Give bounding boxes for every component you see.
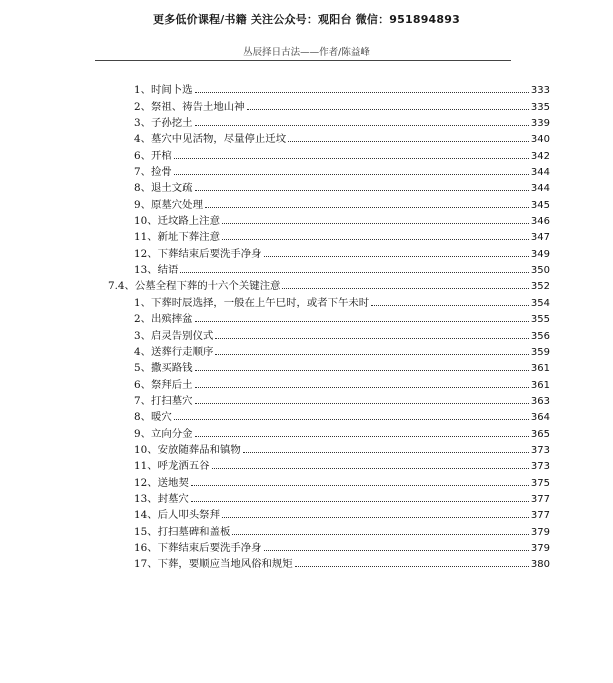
toc-entry-title: 12、送地契	[134, 476, 189, 489]
toc-dot-leader	[295, 565, 529, 567]
toc-dot-leader	[174, 173, 529, 175]
toc-entry-title: 17、下葬，要顺应当地风俗和规矩	[134, 558, 293, 571]
toc-entry[interactable]	[104, 80, 550, 96]
toc-entry-page: 355	[530, 314, 550, 326]
toc-entry-page: 349	[530, 248, 550, 260]
toc-entry[interactable]	[104, 423, 550, 439]
toc-entry[interactable]	[104, 456, 550, 472]
toc-dot-leader	[282, 287, 529, 289]
toc-entry[interactable]	[104, 243, 550, 259]
header-rule	[95, 60, 511, 61]
toc-entry-page: 345	[530, 199, 550, 211]
toc-entry-title: 2、祭祖、祷告土地山神	[134, 100, 245, 113]
toc-entry-page: 340	[530, 134, 550, 146]
toc-entry[interactable]	[104, 211, 550, 227]
toc-dot-leader	[195, 435, 529, 437]
toc-dot-leader	[195, 124, 529, 126]
toc-entry[interactable]	[104, 358, 550, 374]
toc-entry[interactable]	[104, 472, 550, 488]
toc-entry-page: 361	[530, 363, 550, 375]
toc-entry-page: 377	[530, 493, 550, 505]
toc-entry[interactable]	[104, 96, 550, 112]
toc-dot-leader	[191, 500, 529, 502]
toc-entry[interactable]	[104, 505, 550, 521]
toc-entry-title: 7.4、公墓全程下葬的十六个关键注意	[108, 280, 281, 293]
toc-entry[interactable]	[104, 374, 550, 390]
toc-dot-leader	[288, 140, 529, 142]
toc-dot-leader	[195, 189, 529, 191]
toc-entry[interactable]	[104, 162, 550, 178]
toc-entry-page: 347	[530, 232, 550, 244]
toc-entry-page: 335	[530, 101, 550, 113]
toc-entry-title: 3、子孙挖土	[134, 117, 193, 130]
toc-entry-page: 375	[530, 477, 550, 489]
toc-entry[interactable]	[104, 292, 550, 308]
toc-entry-page: 352	[530, 281, 550, 293]
toc-dot-leader	[264, 549, 529, 551]
toc-entry-title: 13、封墓穴	[134, 492, 189, 505]
toc-entry-page: 373	[530, 444, 550, 456]
toc-entry-page: 379	[530, 542, 550, 554]
toc-entry-title: 1、时间卜选	[134, 84, 193, 97]
toc-dot-leader	[222, 222, 529, 224]
toc-entry[interactable]	[104, 342, 550, 358]
toc-entry-page: 365	[530, 428, 550, 440]
toc-entry[interactable]	[104, 227, 550, 243]
toc-entry[interactable]	[104, 276, 550, 292]
toc-entry-title: 1、下葬时辰选择，一般在上午巳时，或者下午未时	[134, 296, 370, 309]
toc-dot-leader	[264, 255, 529, 257]
toc-entry-title: 4、墓穴中见活物，尽量停止迁坟	[134, 133, 287, 146]
toc-entry-title: 8、暖穴	[134, 411, 172, 424]
promo-banner: 更多低价课程/书籍 关注公众号：观阳台 微信：951894893	[153, 13, 460, 26]
toc-dot-leader	[215, 353, 529, 355]
toc-entry[interactable]	[104, 178, 550, 194]
toc-entry-title: 3、启灵告别仪式	[134, 329, 214, 342]
toc-entry[interactable]	[104, 194, 550, 210]
toc-entry-title: 16、下葬结束后要洗手净身	[134, 541, 262, 554]
toc-entry-page: 333	[530, 85, 550, 97]
toc-entry-title: 6、祭拜后土	[134, 378, 193, 391]
toc-dot-leader	[212, 467, 529, 469]
toc-entry-page: 346	[530, 216, 550, 228]
toc-dot-leader	[191, 484, 529, 486]
toc-dot-leader	[205, 206, 529, 208]
toc-entry[interactable]	[104, 129, 550, 145]
toc-entry-page: 380	[530, 559, 550, 571]
toc-entry-page: 379	[530, 526, 550, 538]
toc-dot-leader	[174, 157, 529, 159]
toc-entry-page: 344	[530, 183, 550, 195]
toc-entry-title: 9、原墓穴处理	[134, 198, 203, 211]
toc-entry-title: 9、立向分金	[134, 427, 193, 440]
toc-entry[interactable]	[104, 113, 550, 129]
toc-dot-leader	[215, 337, 529, 339]
running-header: 丛辰择日古法——作者/陈益峰	[243, 47, 370, 58]
toc-entry-title: 14、后人叩头祭拜	[134, 509, 220, 522]
toc-entry-title: 11、呼龙洒五谷	[134, 460, 210, 473]
toc-entry[interactable]	[104, 325, 550, 341]
toc-entry-page: 377	[530, 510, 550, 522]
toc-entry[interactable]	[104, 145, 550, 161]
toc-entry[interactable]	[104, 521, 550, 537]
toc-entry[interactable]	[104, 391, 550, 407]
toc-dot-leader	[195, 320, 529, 322]
toc-entry-page: 342	[530, 150, 550, 162]
toc-entry-title: 7、打扫墓穴	[134, 394, 193, 407]
toc-dot-leader	[195, 91, 529, 93]
toc-dot-leader	[243, 451, 529, 453]
table-of-contents	[104, 80, 550, 570]
toc-dot-leader	[247, 108, 529, 110]
toc-dot-leader	[222, 516, 529, 518]
toc-dot-leader	[232, 533, 529, 535]
toc-entry-page: 344	[530, 167, 550, 179]
toc-entry-title: 6、开棺	[134, 149, 172, 162]
toc-entry-title: 12、下葬结束后要洗手净身	[134, 247, 262, 260]
toc-entry-page: 359	[530, 346, 550, 358]
toc-dot-leader	[180, 271, 529, 273]
toc-entry-title: 11、新址下葬注意	[134, 231, 220, 244]
toc-entry[interactable]	[104, 407, 550, 423]
toc-entry[interactable]	[104, 554, 550, 570]
toc-entry-page: 350	[530, 265, 550, 277]
toc-dot-leader	[195, 369, 529, 371]
toc-entry-title: 13、结语	[134, 264, 179, 277]
toc-entry-title: 10、迁坟路上注意	[134, 215, 220, 228]
toc-entry[interactable]	[104, 260, 550, 276]
toc-dot-leader	[371, 304, 529, 306]
toc-entry-title: 7、捡骨	[134, 166, 172, 179]
toc-entry-title: 2、出殡摔盆	[134, 313, 193, 326]
toc-entry-page: 373	[530, 461, 550, 473]
toc-entry[interactable]	[104, 538, 550, 554]
toc-dot-leader	[195, 386, 529, 388]
toc-entry[interactable]	[104, 309, 550, 325]
toc-dot-leader	[222, 238, 529, 240]
toc-entry-title: 15、打扫墓碑和盖板	[134, 525, 231, 538]
toc-entry-page: 339	[530, 118, 550, 130]
toc-entry-title: 10、安放随葬品和镇物	[134, 443, 241, 456]
toc-entry-page: 361	[530, 379, 550, 391]
toc-dot-leader	[195, 402, 529, 404]
toc-entry[interactable]	[104, 489, 550, 505]
toc-entry-page: 364	[530, 412, 550, 424]
toc-entry-title: 5、撒买路钱	[134, 362, 193, 375]
toc-dot-leader	[174, 418, 529, 420]
toc-entry-page: 363	[530, 395, 550, 407]
toc-entry-page: 354	[530, 297, 550, 309]
toc-entry-title: 4、送葬行走顺序	[134, 345, 214, 358]
toc-entry[interactable]	[104, 440, 550, 456]
toc-entry-page: 356	[530, 330, 550, 342]
toc-entry-title: 8、退土文疏	[134, 182, 193, 195]
